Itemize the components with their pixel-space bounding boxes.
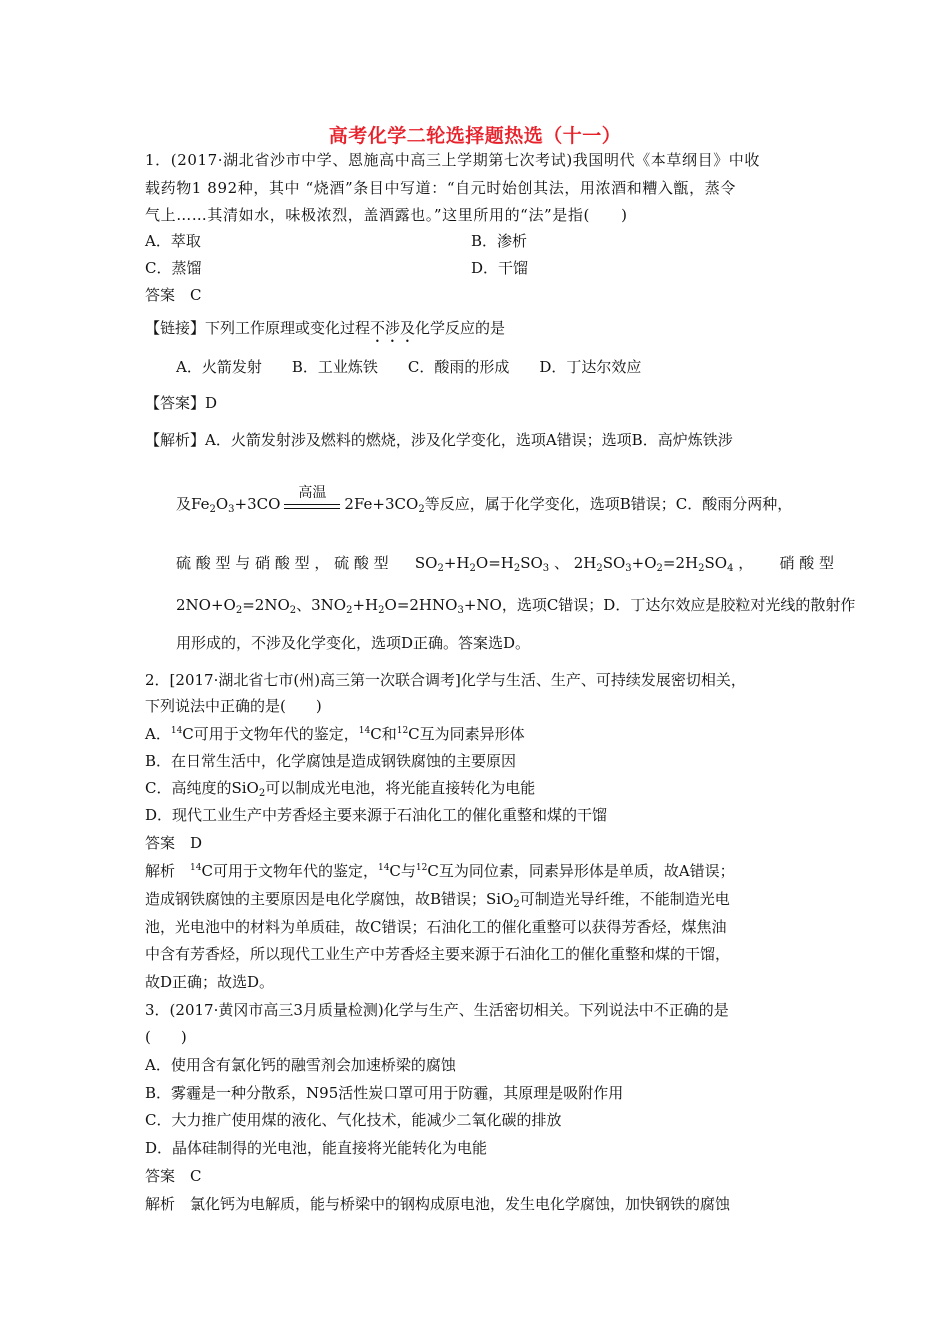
link-explanation-line5: 用形成的，不涉及化学变化，选项D正确。答案选D。 [176,634,531,652]
q2-option-c: C．高纯度的SiO$_2$可以制成光电池，将光能直接转化为电能 [145,779,536,799]
q1-answer: 答案 C [145,286,202,304]
page-title: 高考化学二轮选择题热选（十一） [328,125,622,147]
sulfuric-equations: $SO_2+H_2O=H_2SO_3$ 、 $2H_2SO_3+O_2=2H_2SO_4$ ， [414,554,754,574]
q2-stem-line2: 下列说法中正确的是( ) [145,697,322,715]
q3-option-b: B．雾霾是一种分散系，N95活性炭口罩可用于防霾，其原理是吸附作用 [145,1084,624,1102]
link-options: A．火箭发射 B．工业炼铁 C．酸雨的形成 D．丁达尔效应 [176,358,642,376]
link-stem [145,318,505,346]
q2-option-d: D．现代工业生产中芳香烃主要来源于石油化工的催化重整和煤的干馏 [145,806,608,824]
q3-option-a: A．使用含有氯化钙的融雪剂会加速桥梁的腐蚀 [145,1056,456,1074]
q1-option-c: C．蒸馏 [145,259,202,277]
q1-option-d: D．干馏 [471,259,529,277]
q1-stem-line2: 载药物1 892种，其中 “烧酒”条目中写道：“自元时始创其法，用浓酒和糟入甑，蒸令 [145,179,736,197]
q2-explanation-line5: 故D正确；故选D。 [145,973,275,991]
link-stem-prefix: 【链接】下列工作原理或变化过程 [145,319,371,337]
link-answer: 【答案】D [145,394,218,412]
condition-label: 高温 [298,485,327,501]
q1-option-b: B．渗析 [471,232,528,250]
q2-option-a: A．$^{14}$C可用于文物年代的鉴定，$^{14}$C和$^{12}$C互为同素异形体 [145,725,525,743]
q2-explanation-line1: 解析 $^{14}$C可用于文物年代的鉴定，$^{14}$C与$^{12}$C互为同位素，同素异形体是单质，故A错误； [145,862,735,880]
reaction-condition [284,485,340,515]
link-explanation-line2: 及$Fe_2O_3+3CO$ 高温 $2Fe+3CO_2$等反应，属于化学变化，选项B错误；C．酸雨分两种， [176,485,793,515]
q2-explanation-line2: 造成钢铁腐蚀的主要原因是电化学腐蚀，故B错误；SiO$_2$可制造光导纤维，不能制造光电 [145,890,730,910]
q3-answer: 答案 C [145,1167,202,1185]
q3-option-c: C．大力推广使用煤的液化、气化技术，能减少二氧化碳的排放 [145,1111,562,1129]
link-stem-emphasis: 不涉及 [370,319,416,337]
q2-explanation-line3: 池，光电池中的材料为单质硅，故C错误；石油化工的催化重整可以获得芳香烃，煤焦油 [145,918,727,936]
link-explanation-line3: 硫 酸 型 与 硝 酸 型 ， 硫 酸 型 $SO_2+H_2O=H_2SO_3$ 、 $2H_2SO_3+O_2=2H_2SO_4$ ， 硝 酸 型 [176,554,834,574]
q1-stem-line1: 1．(2017·湖北省沙市中学、恩施高中高三上学期第七次考试)我国明代《本草纲目》中收 [145,151,760,169]
q3-stem-line2: ( ) [145,1028,187,1046]
link-explanation-line1: 【解析】A．火箭发射涉及燃料的燃烧，涉及化学变化，选项A错误；选项B．高炉炼铁涉 [145,431,733,449]
q1-option-a: A．萃取 [145,232,201,250]
q3-explanation-line1: 解析 氯化钙为电解质，能与桥梁中的钢构成原电池，发生电化学腐蚀，加快钢铁的腐蚀 [145,1195,731,1213]
q3-stem-line1: 3．(2017·黄冈市高三3月质量检测)化学与生产、生活密切相关。下列说法中不正确的是 [145,1001,729,1019]
q1-stem-line3: 气上……其清如水，味极浓烈，盖酒露也。”这里所用的“法”是指( ) [145,206,628,224]
q2-option-b: B．在日常生活中，化学腐蚀是造成钢铁腐蚀的主要原因 [145,752,517,770]
q2-answer: 答案 D [145,834,203,852]
q2-stem-line1: 2．[2017·湖北省七市(州)高三第一次联合调考]化学与生活、生产、可持续发展密切相关， [145,671,746,689]
link-stem-suffix: 化学反应的是 [415,319,506,337]
q3-option-d: D．晶体硅制得的光电池，能直接将光能转化为电能 [145,1139,488,1157]
q2-explanation-line4: 中含有芳香烃，所以现代工业生产中芳香烃主要来源于石油化工的催化重整和煤的干馏， [145,945,731,963]
link-explanation-line4: $2NO+O_2=2NO_2$、$3NO_2+H_2O=2HNO_3+NO$，选项C错误；D．丁达尔效应是胶粒对光线的散射作 [176,596,856,616]
